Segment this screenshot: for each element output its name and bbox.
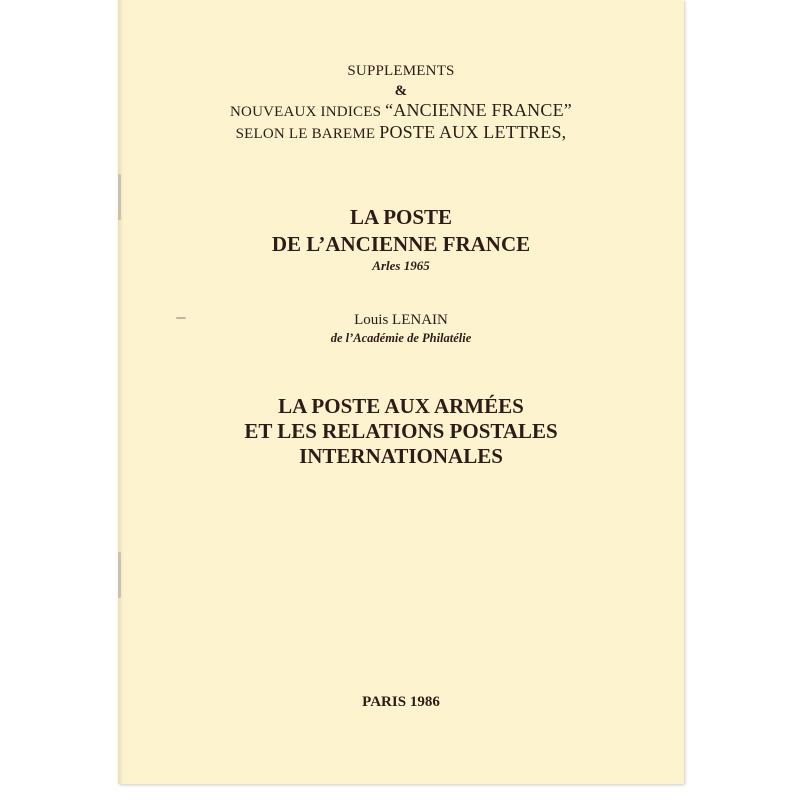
publication-footer [118, 692, 684, 712]
ampersand-line: & [394, 82, 408, 99]
work-title-line2: DE L’ANCIENNE FRANCE [271, 232, 531, 256]
author-first-name: Louis [354, 312, 389, 328]
author-last-name: LENAIN [392, 312, 448, 328]
subject-line3: INTERNATIONALES [299, 444, 503, 468]
ancienne-france-quote: “ANCIENNE FRANCE” [385, 100, 572, 120]
author-affiliation: de l’Académie de Philatélie [330, 331, 472, 345]
booklet-cover [118, 0, 684, 784]
publication-place-year: PARIS 1986 [362, 694, 440, 710]
nouveaux-indices-line [118, 101, 684, 123]
edition-info: Arles 1965 [372, 258, 430, 273]
author-name [118, 310, 684, 330]
subject-line1: LA POSTE AUX ARMÉES [278, 394, 524, 418]
subject-line2: ET LES RELATIONS POSTALES [244, 419, 558, 443]
nouveaux-indices-prefix: NOUVEAUX INDICES [230, 104, 386, 120]
supplements-line: SUPPLEMENTS [347, 63, 455, 79]
work-title-line1: LA POSTE [349, 205, 453, 229]
subject-title-block [118, 394, 684, 469]
work-title-block [118, 204, 684, 274]
supplements-heading [118, 62, 684, 144]
author-block [118, 310, 684, 346]
bareme-prefix: SELON LE BAREME [235, 125, 380, 142]
bareme-line [118, 123, 684, 145]
staple-bottom [118, 552, 121, 598]
poste-aux-lettres: POSTE AUX LETTRES, [379, 121, 567, 142]
